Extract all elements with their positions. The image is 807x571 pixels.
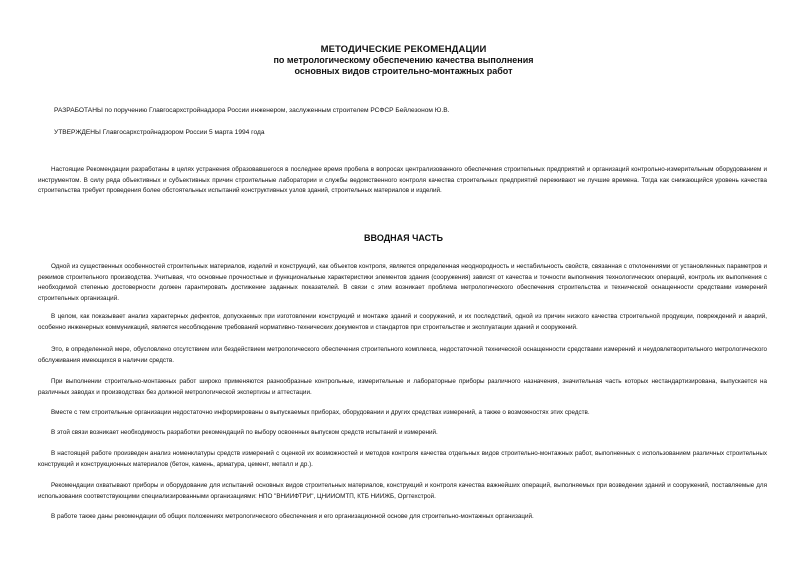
- paragraph-text: В настоящей работе произведен анализ номенклатуры средств измерений с оценкой их возможностей и методов контроля качества отдельных видов строительно-монтажных работ, выполненных с использованием различных строительных конструкций и конструкционных материалов (бетон, камень, арматура, цемент, металл и др.).: [38, 450, 767, 468]
- paragraph-text: Это, в определенной мере, обусловлено отсутствием или бездействием метрологического обеспечения строительного комплекса, недостаточной технической оснащенности средствами измерений и неудовлетворительного метрологического обслуживания имеющихся в наличии средств.: [38, 346, 767, 364]
- paragraph-text: Рекомендации охватывают приборы и оборудование для испытаний основных видов строительных материалов, конструкций и контроля качества важнейших операций, выполняемых при возведении зданий и сооружений, поставляемые для использования соответствующими специализированными организациями: НПО "ВНИИФТРИ", ЦНИИОМТП, КТБ НИИЖБ, Оргтехстрой.: [38, 482, 767, 500]
- paragraph-text: Одной из существенных особенностей строительных материалов, изделий и конструкций, как объектов контроля, является определенная неоднородность и нестабильность свойств, связанная с отклонениями от установленных параметров и режимов строительного производства. Учитывая, что основные прочностные и функциональные характеристики элементов здания (сооружения) зависят от качества и точности выполнения технологических операций, контроль их выполнения с необходимой степенью достоверности должен гарантировать достижение заданных показателей. В связи с этим возникает проблема метрологического обеспечения строительства и технической оснащенности средствами измерений строительных организаций.: [38, 263, 767, 302]
- paragraph-text: В этой связи возникает необходимость разработки рекомендаций по выбору освоенных выпуском средств испытаний и измерений.: [51, 429, 438, 436]
- paragraph-9: [38, 512, 767, 523]
- paragraph-text: Вместе с тем строительные организации недостаточно информированы о выпускаемых приборах, оборудовании и других средствах измерений, а также о возможностях этих средств.: [51, 409, 590, 416]
- paragraph-text: При выполнении строительно-монтажных работ широко применяются разнообразные контрольные, измерительные и лабораторные приборы различного назначения, значительная часть которых нестандартизирована, выпускается на различных заводах и производствах без должной метрологической экспертизы и аттестации.: [38, 378, 767, 396]
- paragraph-7: [38, 449, 767, 470]
- paragraph-2: [38, 312, 767, 333]
- paragraph-8: [38, 481, 767, 502]
- paragraph-1: [38, 262, 767, 304]
- paragraph-text: В целом, как показывает анализ характерных дефектов, допускаемых при изготовлении конструкций и монтаже зданий и сооружений, и их последствий, одной из причин низкого качества строительной продукции, повреждений и аварий, особенно инженерных коммуникаций, является несоблюдение требований нормативно-технических документов и стандартов при строительстве и эксплуатации зданий и сооружений.: [38, 313, 767, 331]
- intro-paragraph: [38, 165, 767, 197]
- paragraph-3: [38, 345, 767, 366]
- paragraph-6: [38, 428, 767, 439]
- paragraph-4: [38, 377, 767, 398]
- paragraph-text: В работе также даны рекомендации об общих положениях метрологического обеспечения и его организационной основе для строительно-монтажных организаций.: [51, 513, 534, 520]
- approved-note: УТВЕРЖДЕНЫ Главгосархстройнадзором России 5 марта 1994 года: [54, 129, 265, 136]
- paragraph-5: [38, 408, 767, 419]
- document-title-block: [0, 44, 807, 76]
- section-title: ВВОДНАЯ ЧАСТЬ: [364, 233, 443, 243]
- developed-by-note: РАЗРАБОТАНЫ по поручению Главгосархстройнадзора России инженером, заслуженным строителем РСФСР Бейлезоном Ю.В.: [54, 107, 450, 114]
- intro-text: Настоящие Рекомендации разработаны в целях устранения образовавшегося в последнее время пробела в вопросах централизованного обеспечения строительных предприятий и организаций контрольно-измерительным оборудованием и инструментом. В силу ряда объективных и субъективных причин строительные лаборатории и службы ведомственного контроля качества строительных предприятий переживают не лучшие времена. Тогда как снижающийся уровень качества строительства требует проведения более обстоятельных испытаний конструктивных узлов зданий, строительных материалов и изделий.: [38, 166, 767, 194]
- document-subtitle-line-1: по метрологическому обеспечению качества выполнения: [273, 55, 534, 65]
- document-title: МЕТОДИЧЕСКИЕ РЕКОМЕНДАЦИИ: [320, 44, 487, 55]
- document-subtitle-line-2: основных видов строительно-монтажных работ: [294, 65, 513, 76]
